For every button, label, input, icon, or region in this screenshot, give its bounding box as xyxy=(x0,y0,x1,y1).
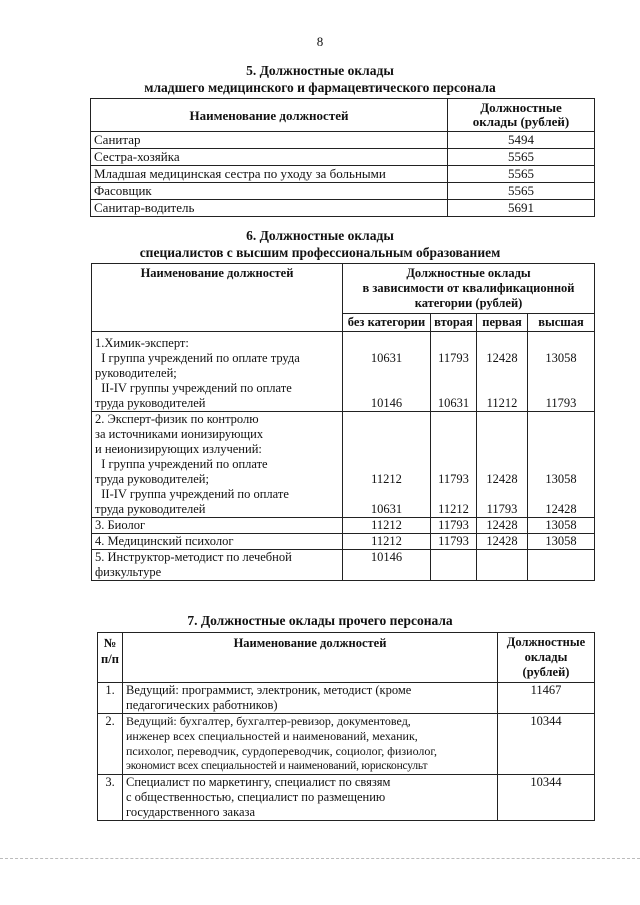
text-line: педагогических работников) xyxy=(126,698,278,712)
salary-value: 11467 xyxy=(498,683,595,714)
col-salary-header-l3: (рублей) xyxy=(522,665,570,679)
position-name xyxy=(123,775,498,821)
text-line: Специалист по маркетингу, специалист по связям xyxy=(126,775,391,789)
salary-cell xyxy=(343,412,431,518)
position-name xyxy=(92,332,343,412)
text-line: за источниками ионизирующих xyxy=(95,427,264,441)
col-salary-header-l2: оклады (рублей) xyxy=(472,114,570,129)
empty-cell xyxy=(431,550,477,581)
col-no-header-l1: № xyxy=(103,636,117,650)
salary-value: 5565 xyxy=(448,183,595,200)
col-salary-header-l2: оклады xyxy=(524,650,568,664)
text-line: с общественностью, специалист по размещению xyxy=(126,790,386,804)
salary-value: 10344 xyxy=(498,775,595,821)
table-row xyxy=(92,534,595,550)
subcol-highest: высшая xyxy=(528,314,595,332)
col-name-header: Наименование должностей xyxy=(91,99,448,132)
col-name-header: Наименование должностей xyxy=(92,264,343,332)
text-line: труда руководителей; xyxy=(95,472,209,486)
position-name: Сестра-хозяйка xyxy=(91,149,448,166)
col-salary-header xyxy=(343,264,595,314)
salary-value: 11793 xyxy=(431,534,477,550)
empty-cell xyxy=(477,550,528,581)
salary-value: 11793 xyxy=(438,351,469,365)
salary-value: 11793 xyxy=(438,472,469,486)
salary-value: 10344 xyxy=(498,714,595,775)
salary-cell xyxy=(477,332,528,412)
col-salary-header xyxy=(448,99,595,132)
salary-value: 13058 xyxy=(528,518,595,534)
salary-cell xyxy=(431,332,477,412)
empty-cell xyxy=(528,550,595,581)
position-name: Санитар-водитель xyxy=(91,200,448,217)
row-number: 2. xyxy=(98,714,123,775)
section5-title xyxy=(0,62,640,96)
section6-title-line1: 6. Должностные оклады xyxy=(246,228,394,243)
table-row xyxy=(92,518,595,534)
section6-title-line2: специалистов с высшим профессиональным образованием xyxy=(139,245,501,260)
col-salary-header-l3: категории (рублей) xyxy=(414,296,523,310)
text-line: труда руководителей xyxy=(95,396,206,410)
salary-value: 5565 xyxy=(448,149,595,166)
salary-value: 12428 xyxy=(477,518,528,534)
table-row xyxy=(91,183,595,200)
salary-value: 11212 xyxy=(343,518,431,534)
salary-value: 13058 xyxy=(545,472,577,486)
position-name: 4. Медицинский психолог xyxy=(92,534,343,550)
col-salary-header xyxy=(498,633,595,683)
salary-value: 10631 xyxy=(370,351,403,365)
table-row xyxy=(92,332,595,412)
salary-value: 11212 xyxy=(343,534,431,550)
page-number: 8 xyxy=(316,34,324,49)
salary-cell xyxy=(528,412,595,518)
salary-cell xyxy=(528,332,595,412)
subcol-second: вторая xyxy=(431,314,477,332)
salary-cell xyxy=(343,332,431,412)
table-row xyxy=(98,714,595,775)
section7-table xyxy=(97,632,595,821)
salary-value: 13058 xyxy=(528,534,595,550)
table-row xyxy=(98,775,595,821)
salary-value: 10146 xyxy=(370,396,403,410)
col-salary-header-l1: Должностные xyxy=(506,635,586,649)
col-no-header xyxy=(98,633,123,683)
salary-value: 11793 xyxy=(545,396,577,410)
position-name xyxy=(92,550,343,581)
salary-cell xyxy=(477,412,528,518)
row-number: 1. xyxy=(98,683,123,714)
table-row xyxy=(91,132,595,149)
position-name: Фасовщик xyxy=(91,183,448,200)
text-line: 2. Эксперт-физик по контролю xyxy=(95,412,259,426)
section5-table xyxy=(90,98,595,217)
text-line: II-IV группы учреждений по оплате xyxy=(95,381,292,395)
table-header-row xyxy=(91,99,595,132)
table-row xyxy=(91,166,595,183)
salary-value: 13058 xyxy=(545,351,577,365)
salary-value: 10146 xyxy=(343,550,431,581)
text-line: руководителей; xyxy=(95,366,177,380)
salary-value: 11793 xyxy=(431,518,477,534)
subcol-no-category: без категории xyxy=(343,314,431,332)
position-name xyxy=(92,412,343,518)
text-line: Ведущий: программист, электроник, методист (кроме xyxy=(126,683,412,697)
col-salary-header-l1: Должностные оклады xyxy=(406,266,531,280)
salary-value: 11212 xyxy=(486,396,518,410)
text-line: 1.Химик-эксперт: xyxy=(95,336,189,350)
table-row xyxy=(92,550,595,581)
col-salary-header-l2: в зависимости от квалификационной xyxy=(362,281,575,295)
salary-value: 10631 xyxy=(437,396,470,410)
row-number: 3. xyxy=(98,775,123,821)
salary-value: 5494 xyxy=(448,132,595,149)
salary-value: 11793 xyxy=(486,502,518,516)
position-name: 3. Биолог xyxy=(92,518,343,534)
salary-value: 10631 xyxy=(370,502,403,516)
section7-title: 7. Должностные оклады прочего персонала xyxy=(187,613,453,628)
table-header-row xyxy=(92,264,595,314)
text-line: инженер всех специальностей и наименований, механик, xyxy=(126,729,418,743)
salary-value: 5565 xyxy=(448,166,595,183)
position-name: Младшая медицинская сестра по уходу за больными xyxy=(91,166,448,183)
table-row xyxy=(91,200,595,217)
salary-value: 12428 xyxy=(477,534,528,550)
salary-value: 12428 xyxy=(545,502,577,516)
salary-cell xyxy=(431,412,477,518)
position-name xyxy=(123,714,498,775)
text-line: физкультуре xyxy=(95,565,162,579)
section5-title-line1: 5. Должностные оклады xyxy=(246,63,394,78)
section6-title xyxy=(0,227,640,261)
text-line: государственного заказа xyxy=(126,805,255,819)
footer-divider xyxy=(0,858,640,859)
text-line: Ведущий: бухгалтер, бухгалтер-ревизор, документовед, xyxy=(126,714,411,728)
position-name: Санитар xyxy=(91,132,448,149)
col-no-header-l2: п/п xyxy=(101,652,119,666)
salary-value: 12428 xyxy=(486,351,518,365)
table-row xyxy=(92,412,595,518)
col-name-header: Наименование должностей xyxy=(123,633,498,683)
col-salary-header-l1: Должностные xyxy=(480,100,562,115)
text-line: экономист всех специальностей и наименований, юрисконсульт xyxy=(126,760,428,772)
salary-value: 11212 xyxy=(438,502,469,516)
section5-title-line2: младшего медицинского и фармацевтического персонала xyxy=(144,80,496,95)
salary-value: 11212 xyxy=(371,472,402,486)
table-row xyxy=(98,683,595,714)
position-name xyxy=(123,683,498,714)
table-row xyxy=(91,149,595,166)
text-line: I группа учреждений по оплате труда xyxy=(95,351,300,365)
table-header-row xyxy=(98,633,595,683)
text-line: I группа учреждений по оплате xyxy=(95,457,268,471)
text-line: 5. Инструктор-методист по лечебной xyxy=(95,550,292,564)
text-line: II-IV группа учреждений по оплате xyxy=(95,487,289,501)
text-line: и неионизирующих излучений: xyxy=(95,442,262,456)
salary-value: 5691 xyxy=(448,200,595,217)
subcol-first: первая xyxy=(477,314,528,332)
section6-table xyxy=(91,263,595,581)
text-line: психолог, переводчик, сурдопереводчик, социолог, физиолог, xyxy=(126,744,437,758)
text-line: труда руководителей xyxy=(95,502,206,516)
salary-value: 12428 xyxy=(486,472,518,486)
